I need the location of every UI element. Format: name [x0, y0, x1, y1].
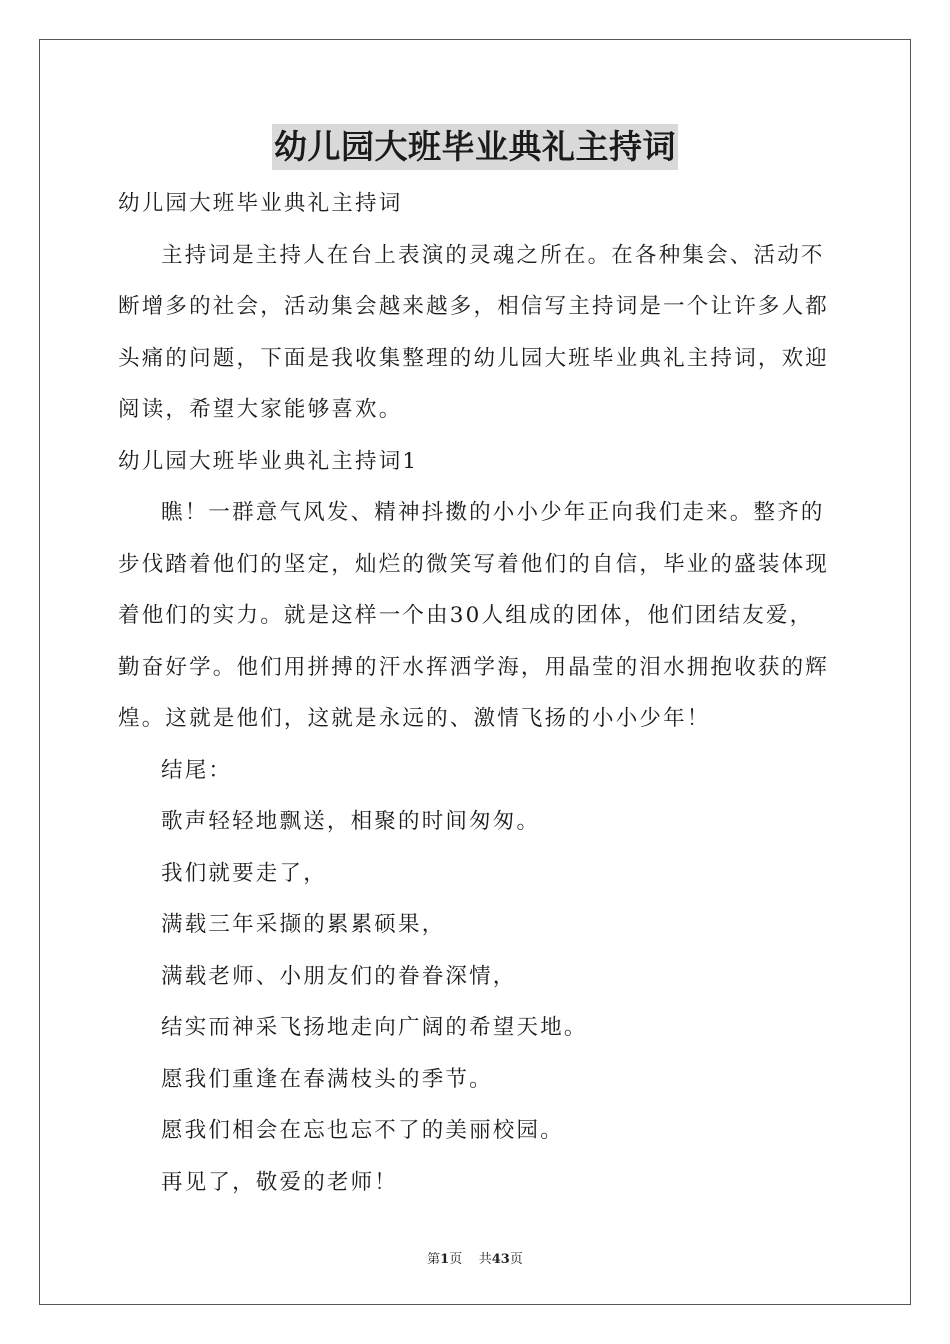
total-pages: 43: [491, 1252, 510, 1267]
intro-paragraph: 主持词是主持人在台上表演的灵魂之所在。在各种集会、活动不断增多的社会，活动集会越来越多，相信写主持词是一个让许多人都头痛的问题，下面是我收集整理的幼儿园大班毕业典礼主持词，欢迎阅读，希望大家能够喜欢。: [118, 242, 830, 422]
poem-line: 结实而神采飞扬地走向广阔的希望天地。: [161, 1015, 588, 1040]
poem-line: 再见了，敬爱的老师！: [161, 1169, 399, 1195]
poem-line: 愿我们相会在忘也忘不了的美丽校园。: [161, 1118, 564, 1143]
poem-line: 满载老师、小朋友们的眷眷深情，: [161, 963, 517, 989]
poem-line: 愿我们重逢在春满枝头的季节。: [161, 1066, 493, 1092]
poem-line: 歌声轻轻地飘送，相聚的时间匆匆。: [161, 809, 541, 834]
total-prefix: 共: [478, 1252, 492, 1267]
section-heading: 幼儿园大班毕业典礼主持词1: [118, 448, 419, 474]
document-title: 幼儿园大班毕业典礼主持词: [272, 124, 678, 170]
document-body: [118, 178, 834, 1208]
section-paragraph: 瞧！一群意气风发、精神抖擞的小小少年正向我们走来。整齐的步伐踏着他们的坚定，灿烂的微笑写着他们的自信，毕业的盛装体现着他们的实力。就是这样一个由30人组成的团体，他们团结友爱，勤奋好学。他们用拼搏的汗水挥洒学海，用晶莹的泪水拥抱收获的辉煌。这就是他们，这就是永远的、激情飞扬的小小少年！: [118, 500, 830, 731]
page-prefix: 第: [427, 1252, 441, 1267]
closing-label: 结尾：: [161, 757, 233, 783]
poem-line: 我们就要走了，: [161, 860, 327, 886]
page-suffix: 页: [449, 1252, 463, 1267]
poem-line: 满载三年采撷的累累硕果，: [161, 912, 446, 937]
document-subtitle: 幼儿园大班毕业典礼主持词: [118, 191, 403, 216]
total-suffix: 页: [509, 1252, 523, 1267]
page-number: 1: [440, 1252, 450, 1267]
page-footer: [0, 1248, 950, 1267]
title-container: [0, 124, 950, 170]
